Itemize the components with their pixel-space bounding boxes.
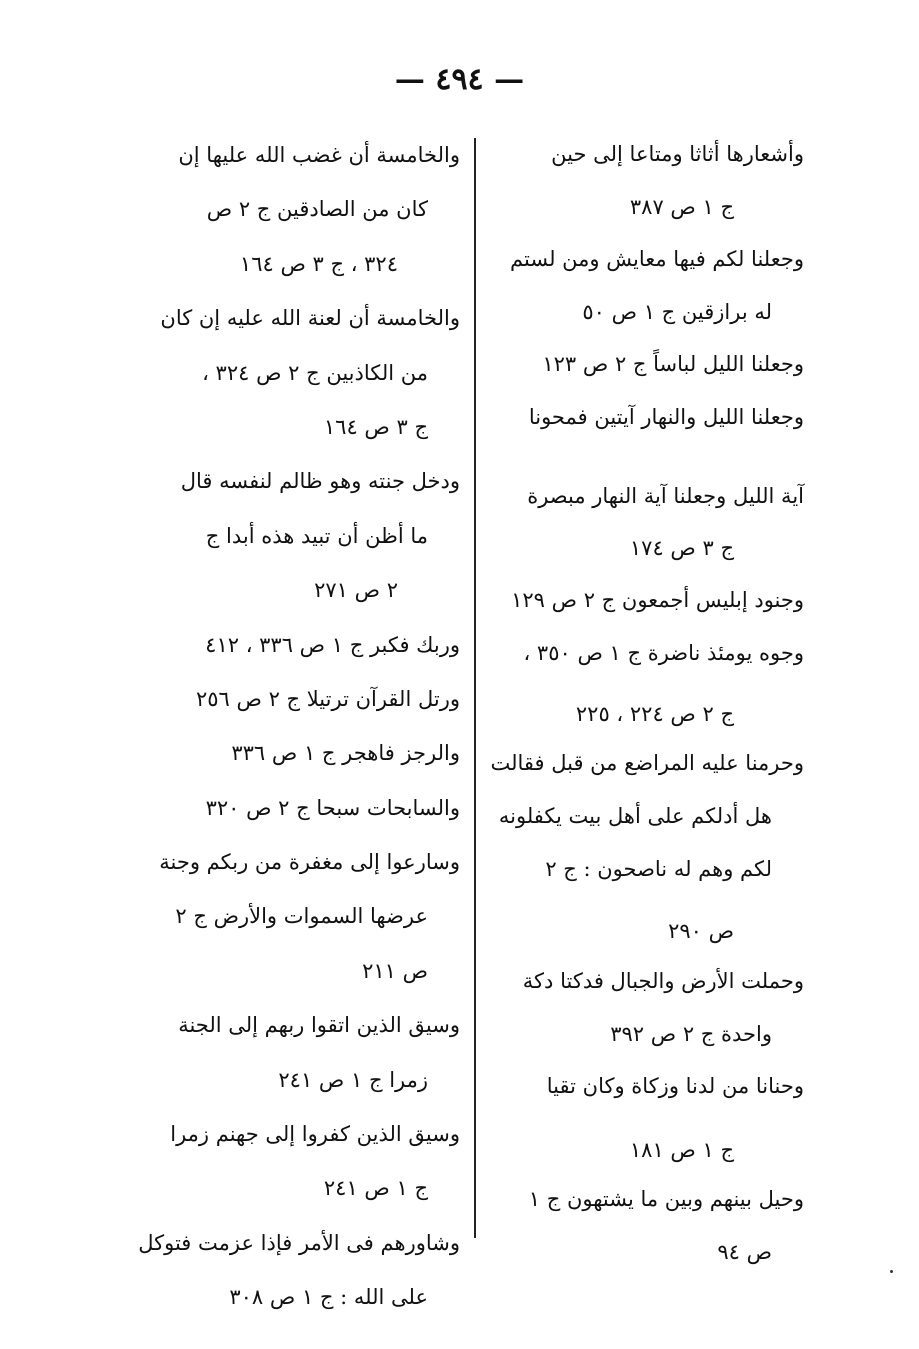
index-line: ودخل جنته وهو ظالم لنفسه قال: [180, 469, 460, 494]
index-line: وجعلنا الليل والنهار آيتين فمحونا: [528, 404, 804, 429]
index-line: وسارعوا إلى مغفرة من ربكم وجنة: [159, 850, 460, 875]
index-line: زمرا ج ١ ص ٢٤١: [278, 1067, 428, 1092]
index-column-right: [492, 128, 804, 1278]
index-line: ج ١ ص ٢٤١: [323, 1176, 428, 1201]
index-line: ٣٢٤ ، ج ٣ ص ١٦٤: [239, 251, 398, 276]
index-line: ج ١ ص ٣٨٧: [629, 194, 734, 219]
index-line: وجوه يومئذ ناضرة ج ١ ص ٣٥٠ ،: [523, 640, 804, 665]
index-line: وشاورهم فى الأمر فإذا عزمت فتوكل: [138, 1230, 460, 1255]
index-line: وجعلنا الليل لباساً ج ٢ ص ١٢٣: [542, 352, 804, 377]
index-line: واحدة ج ٢ ص ٣٩٢: [610, 1021, 772, 1046]
index-line: والخامسة أن لعنة الله عليه إن كان: [160, 306, 460, 331]
index-line: وحيل بينهم وبين ما يشتهون ج ١: [528, 1186, 804, 1211]
index-line: ص ٩٤: [717, 1239, 772, 1264]
index-line: كان من الصادقين ج ٢ ص: [206, 197, 428, 222]
index-line: على الله : ج ١ ص ٣٠٨: [229, 1285, 428, 1310]
index-line: آية الليل وجعلنا آية النهار مبصرة: [527, 483, 804, 508]
index-line: لكم وهم له ناصحون : ج ٢: [545, 856, 772, 881]
index-line: وسيق الذين اتقوا ربهم إلى الجنة: [178, 1013, 460, 1038]
index-line: وجنود إبليس أجمعون ج ٢ ص ١٢٩: [511, 588, 804, 613]
index-line: ص ٢٩٠: [668, 919, 734, 944]
index-line: له برازقين ج ١ ص ٥٠: [582, 299, 772, 324]
index-line: وجعلنا لكم فيها معايش ومن لستم: [510, 247, 804, 272]
index-line: وحرمنا عليه المراضع من قبل فقالت: [490, 751, 804, 776]
column-divider: [474, 138, 476, 1238]
index-line: والخامسة أن غضب الله عليها إن: [178, 143, 460, 167]
index-line: ص ٢١١: [362, 958, 428, 983]
index-line: ما أظن أن تبيد هذه أبدا ج: [205, 523, 428, 548]
page-number: — ٤٩٤ —: [394, 62, 525, 97]
index-column-left: [138, 128, 460, 1325]
index-line: ج ٣ ص ١٦٤: [323, 414, 428, 439]
index-line: وأشعارها أثاثا ومتاعا إلى حين: [551, 142, 804, 166]
index-line: ج ٢ ص ٢٢٤ ، ٢٢٥: [575, 702, 734, 727]
index-line: ورتل القرآن ترتيلا ج ٢ ص ٢٥٦: [195, 686, 460, 711]
index-line: ج ١ ص ١٨١: [629, 1137, 734, 1162]
index-line: والسابحات سبحا ج ٢ ص ٣٢٠: [205, 795, 460, 820]
index-line: عرضها السموات والأرض ج ٢: [175, 904, 428, 929]
index-line: وربك فكبر ج ١ ص ٣٣٦ ، ٤١٢: [205, 632, 460, 657]
index-line: من الكاذبين ج ٢ ص ٣٢٤ ،: [202, 360, 428, 385]
index-line: ج ٣ ص ١٧٤: [629, 535, 734, 560]
index-line: وحنانا من لدنا وزكاة وكان تقيا: [546, 1074, 804, 1099]
index-line: وحملت الأرض والجبال فدكتا دكة: [522, 969, 804, 994]
print-speck: [890, 1270, 893, 1273]
index-line: والرجز فاهجر ج ١ ص ٣٣٦: [231, 741, 460, 766]
index-line: وسيق الذين كفروا إلى جهنم زمرا: [170, 1122, 460, 1147]
index-line: هل أدلكم على أهل بيت يكفلونه: [498, 803, 772, 828]
index-line: ٢ ص ٢٧١: [314, 578, 398, 603]
